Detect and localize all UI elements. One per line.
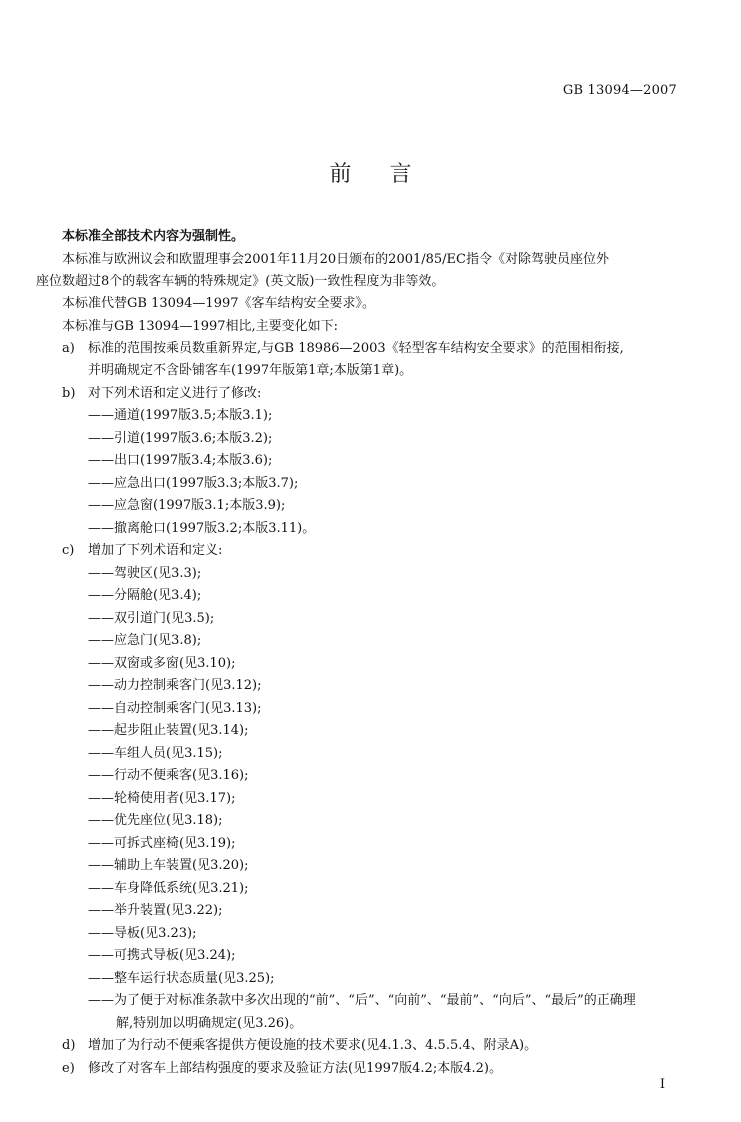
item-e-text: 修改了对客车上部结构强度的要求及验证方法(见1997版4.2;本版4.2)。 [88, 1061, 502, 1076]
item-c-sub: ——起步阻止装置(见3.14); [88, 723, 249, 738]
item-e-label: e) [62, 1061, 75, 1076]
item-c-sub: ——可拆式座椅(见3.19); [88, 836, 236, 851]
intro-line-4: 本标准代替GB 13094—1997《客车结构安全要求》。 [62, 296, 376, 311]
item-c-sub: ——辅助上车装置(见3.20); [88, 858, 249, 873]
item-c-sub: ——举升装置(见3.22); [88, 903, 223, 918]
intro-line-3: 座位数超过8个的载客车辆的特殊规定》(英文版)一致性程度为非等效。 [36, 274, 445, 289]
item-c-sub: ——为了便于对标准条款中多次出现的“前”、“后”、“向前”、“最前”、“向后”、“最后”的正确理 [88, 993, 636, 1008]
item-c-sub: ——双引道门(见3.5); [88, 611, 215, 626]
intro-line-5: 本标准与GB 13094—1997相比,主要变化如下: [62, 319, 339, 334]
item-c-label: c) [62, 543, 75, 558]
item-c-sub: ——动力控制乘客门(见3.12); [88, 678, 262, 693]
item-c-sub: ——应急门(见3.8); [88, 633, 202, 648]
item-c-sub-continuation: 解,特别加以明确规定(见3.26)。 [116, 1016, 303, 1031]
item-b-sub: ——通道(1997版3.5;本版3.1); [88, 408, 273, 423]
intro-line-1: 本标准全部技术内容为强制性。 [62, 229, 245, 244]
item-b-sub: ——撤离舱口(1997版3.2;本版3.11)。 [88, 521, 316, 536]
item-c-sub: ——可携式导板(见3.24); [88, 948, 236, 963]
item-c-sub: ——双窗或多窗(见3.10); [88, 656, 236, 671]
item-c-sub: ——车身降低系统(见3.21); [88, 881, 249, 896]
item-d-label: d) [62, 1038, 76, 1053]
item-b-label: b) [62, 386, 76, 401]
item-a-label: a) [62, 341, 75, 356]
item-b-sub: ——应急出口(1997版3.3;本版3.7); [88, 476, 299, 491]
item-d-text: 增加了为行动不便乘客提供方便设施的技术要求(见4.1.3、4.5.5.4、附录A)。 [88, 1038, 538, 1053]
item-a-line-1: 标准的范围按乘员数重新界定,与GB 18986—2003《轻型客车结构安全要求》的范围相衔接, [88, 341, 624, 356]
item-b-text: 对下列术语和定义进行了修改: [88, 386, 262, 401]
page-number: I [659, 1077, 665, 1092]
item-c-sub: ——轮椅使用者(见3.17); [88, 791, 236, 806]
item-c-sub: ——自动控制乘客门(见3.13); [88, 701, 262, 716]
item-c-sub: ——分隔舱(见3.4); [88, 588, 202, 603]
item-b-sub: ——应急窗(1997版3.1;本版3.9); [88, 498, 286, 513]
item-a-line-2: 并明确规定不含卧铺客车(1997年版第1章;本版第1章)。 [88, 363, 413, 378]
item-b-sub: ——引道(1997版3.6;本版3.2); [88, 431, 273, 446]
page-title: 前言 [329, 162, 450, 187]
item-c-sub: ——车组人员(见3.15); [88, 746, 223, 761]
item-c-sub: ——行动不便乘客(见3.16); [88, 768, 249, 783]
item-b-sub: ——出口(1997版3.4;本版3.6); [88, 453, 273, 468]
intro-line-2: 本标准与欧洲议会和欧盟理事会2001年11月20日颁布的2001/85/EC指令《对除驾驶员座位外 [62, 252, 609, 267]
item-c-sub: ——导板(见3.23); [88, 926, 197, 941]
item-c-sub: ——优先座位(见3.18); [88, 813, 223, 828]
header-code: GB 13094—2007 [562, 83, 677, 98]
item-c-sub: ——驾驶区(见3.3); [88, 566, 202, 581]
item-c-sub: ——整车运行状态质量(见3.25); [88, 971, 275, 986]
item-c-text: 增加了下列术语和定义: [88, 543, 223, 558]
